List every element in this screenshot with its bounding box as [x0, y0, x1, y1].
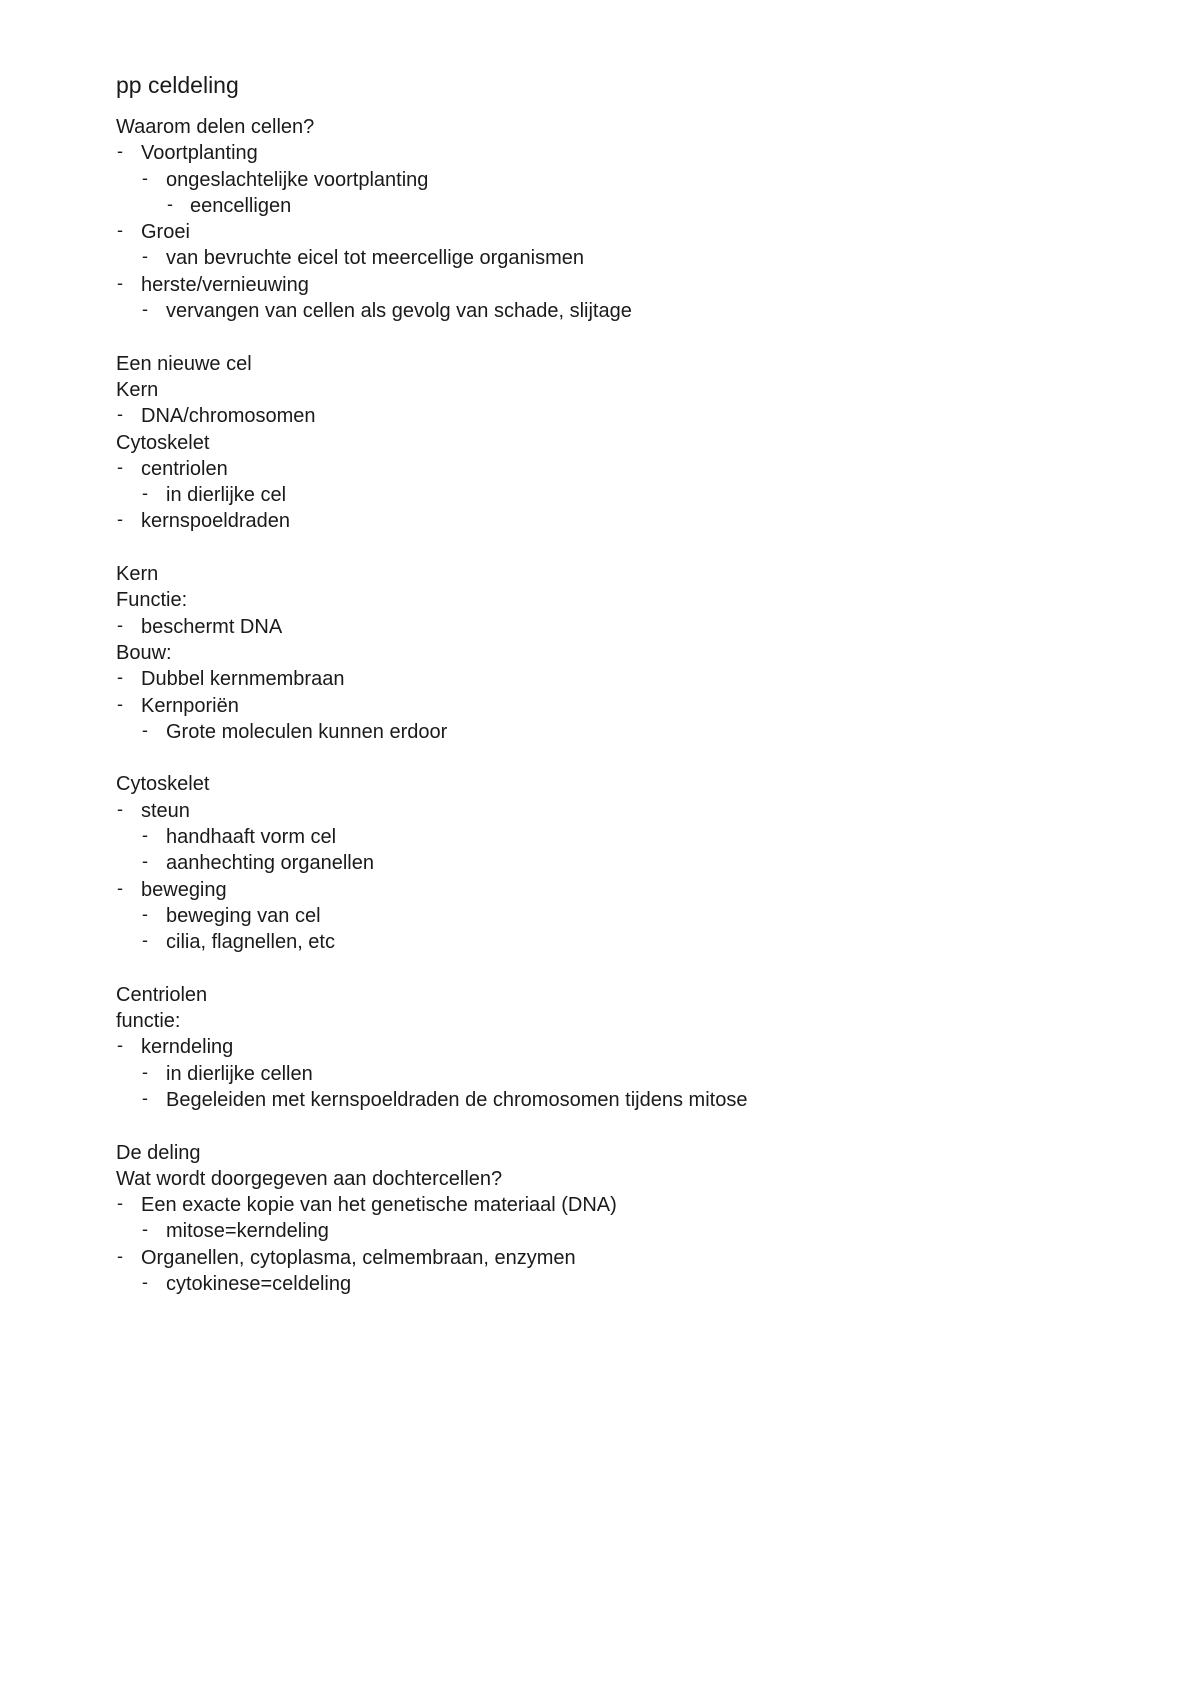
dash-bullet-icon: - — [117, 456, 123, 477]
dash-bullet-icon: - — [117, 877, 123, 898]
bullet-text: kerndeling — [141, 1036, 234, 1059]
bullet-text: beweging van cel — [166, 904, 321, 927]
bullet-text: cilia, flagnellen, etc — [166, 931, 335, 954]
bullet-text: cytokinese=celdeling — [166, 1273, 352, 1296]
dash-bullet-icon: - — [117, 667, 123, 688]
heading-line: Kern — [116, 378, 159, 401]
bullet-item-level-1 — [116, 1034, 1140, 1060]
dash-bullet-icon: - — [142, 930, 148, 951]
dash-bullet-icon: - — [117, 798, 123, 819]
bullet-text: mitose=kerndeling — [166, 1220, 329, 1243]
dash-bullet-icon: - — [117, 404, 123, 425]
outline-section — [116, 771, 1140, 955]
bullet-text: handhaaft vorm cel — [166, 826, 337, 849]
bullet-text: steun — [141, 799, 190, 822]
dash-bullet-icon: - — [117, 141, 123, 162]
heading-line: Cytoskelet — [116, 773, 210, 796]
heading-line: Waarom delen cellen? — [116, 116, 315, 138]
bullet-text: Grote moleculen kunnen erdoor — [166, 720, 448, 743]
bullet-item-level-1 — [116, 508, 1140, 534]
outline-section — [116, 351, 1140, 535]
dash-bullet-icon: - — [142, 903, 148, 924]
bullet-item-level-2 — [116, 167, 1140, 193]
bullet-item-level-1 — [116, 272, 1140, 298]
heading-line: Functie: — [116, 589, 188, 612]
outline-section — [116, 982, 1140, 1113]
bullet-text: Groei — [141, 221, 190, 244]
dash-bullet-icon: - — [142, 167, 148, 188]
bullet-item-level-2 — [116, 1271, 1140, 1297]
dash-bullet-icon: - — [117, 693, 123, 714]
bullet-item-level-2 — [116, 482, 1140, 508]
bullet-text: vervangen van cellen als gevolg van schade, slijtage — [166, 300, 632, 323]
bullet-item-level-2 — [116, 298, 1140, 324]
document-body — [116, 114, 1140, 1297]
heading-line: Centriolen — [116, 983, 208, 1006]
bullet-item-level-1 — [116, 614, 1140, 640]
heading-line: De deling — [116, 1141, 201, 1164]
bullet-item-level-1 — [116, 456, 1140, 482]
dash-bullet-icon: - — [142, 299, 148, 320]
bullet-text: ongeslachtelijke voortplanting — [166, 168, 429, 191]
dash-bullet-icon: - — [117, 220, 123, 241]
dash-bullet-icon: - — [142, 483, 148, 504]
bullet-item-level-1 — [116, 219, 1140, 245]
heading-line: Een nieuwe cel — [116, 352, 252, 375]
bullet-item-level-1 — [116, 140, 1140, 166]
bullet-item-level-2 — [116, 1218, 1140, 1244]
bullet-text: eencelligen — [190, 194, 292, 217]
bullet-item-level-1 — [116, 1245, 1140, 1271]
bullet-item-level-1 — [116, 693, 1140, 719]
dash-bullet-icon: - — [117, 1035, 123, 1056]
heading-line: Kern — [116, 563, 159, 586]
bullet-text: centriolen — [141, 457, 228, 480]
bullet-text: Kernporiën — [141, 694, 239, 717]
dash-bullet-icon: - — [117, 1245, 123, 1266]
dash-bullet-icon: - — [117, 614, 123, 635]
bullet-item-level-2 — [116, 824, 1140, 850]
dash-bullet-icon: - — [142, 719, 148, 740]
dash-bullet-icon: - — [142, 1272, 148, 1293]
bullet-text: kernspoeldraden — [141, 510, 290, 533]
heading-line: Bouw: — [116, 641, 172, 664]
outline-section — [116, 1140, 1140, 1298]
bullet-item-level-2 — [116, 1087, 1140, 1113]
dash-bullet-icon: - — [117, 509, 123, 530]
dash-bullet-icon: - — [117, 272, 123, 293]
bullet-text: in dierlijke cellen — [166, 1062, 313, 1085]
bullet-text: DNA/chromosomen — [141, 405, 316, 428]
bullet-text: Een exacte kopie van het genetische materiaal (DNA) — [141, 1194, 617, 1217]
heading-line: functie: — [116, 1010, 181, 1033]
bullet-item-level-2 — [116, 850, 1140, 876]
bullet-text: herste/vernieuwing — [141, 273, 309, 296]
heading-line: Wat wordt doorgegeven aan dochtercellen? — [116, 1167, 503, 1190]
bullet-text: Organellen, cytoplasma, celmembraan, enzymen — [141, 1246, 576, 1269]
bullet-item-level-1 — [116, 1192, 1140, 1218]
bullet-item-level-2 — [116, 245, 1140, 271]
dash-bullet-icon: - — [117, 1193, 123, 1214]
heading-line: Cytoskelet — [116, 431, 210, 454]
document-title: pp celdeling — [116, 72, 239, 98]
dash-bullet-icon: - — [142, 825, 148, 846]
bullet-item-level-1 — [116, 403, 1140, 429]
dash-bullet-icon: - — [142, 1061, 148, 1082]
bullet-item-level-1 — [116, 666, 1140, 692]
bullet-item-level-2 — [116, 929, 1140, 955]
outline-section — [116, 114, 1140, 324]
bullet-text: Dubbel kernmembraan — [141, 668, 345, 691]
bullet-item-level-1 — [116, 877, 1140, 903]
bullet-text: beweging — [141, 878, 227, 901]
bullet-item-level-1 — [116, 798, 1140, 824]
bullet-text: Begeleiden met kernspoeldraden de chromosomen tijdens mitose — [166, 1088, 748, 1111]
bullet-text: aanhechting organellen — [166, 852, 374, 875]
bullet-text: beschermt DNA — [141, 615, 283, 638]
bullet-text: in dierlijke cel — [166, 484, 287, 507]
bullet-item-level-3 — [116, 193, 1140, 219]
dash-bullet-icon: - — [142, 1219, 148, 1240]
dash-bullet-icon: - — [142, 246, 148, 267]
dash-bullet-icon: - — [142, 1087, 148, 1108]
bullet-item-level-2 — [116, 719, 1140, 745]
bullet-text: van bevruchte eicel tot meercellige organismen — [166, 247, 584, 270]
outline-section — [116, 561, 1140, 745]
bullet-text: Voortplanting — [141, 142, 258, 165]
bullet-item-level-2 — [116, 1061, 1140, 1087]
dash-bullet-icon: - — [142, 851, 148, 872]
dash-bullet-icon: - — [167, 193, 173, 214]
bullet-item-level-2 — [116, 903, 1140, 929]
